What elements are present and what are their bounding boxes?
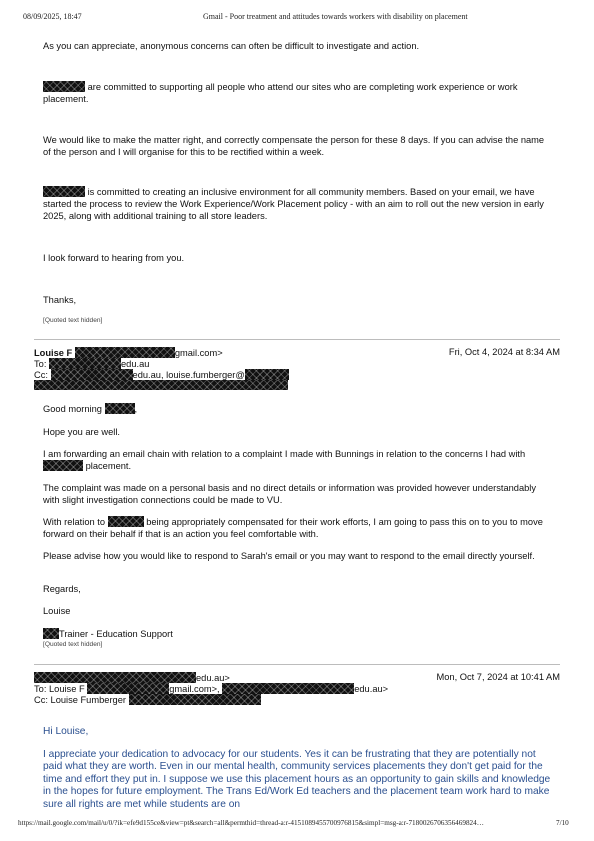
- email1-greeting-end: ,: [134, 404, 138, 414]
- email1-role-text: Trainer - Education Support: [59, 629, 173, 639]
- email1-from-address: gmail.com>: [174, 348, 223, 358]
- email2-date: Mon, Oct 7, 2024 at 10:41 AM: [436, 672, 560, 682]
- quoted-text-hidden[interactable]: [Quoted text hidden]: [43, 317, 103, 324]
- redaction-block: [51, 369, 133, 380]
- email1-cc-address: edu.au, louise.fumberger@: [132, 370, 245, 380]
- redaction-block: [34, 672, 196, 683]
- redaction-block: [43, 628, 59, 639]
- email1-date: Fri, Oct 4, 2024 at 8:34 AM: [448, 347, 560, 357]
- email1-para-4-end: being appropriately compensated for their work efforts, I am going to pass this on to you to move forward on their behalf if that is an action you feel comfortable with.: [43, 517, 543, 539]
- email2-to-address-2: edu.au>: [354, 684, 389, 694]
- quoted-para-2-text: are committed to supporting all people who attend our sites who are completing work experience or work placement.: [43, 82, 518, 104]
- email1-para-2-text: I am forwarding an email chain with relation to a complaint I made with Bunnings in relation to the concerns I had with: [43, 449, 526, 459]
- email2-from-address: edu.au>: [196, 673, 230, 683]
- email1-para-2: [43, 448, 553, 472]
- print-footer-url: https://mail.google.com/mail/u/0/?ik=efe9d155ce&view=pt&search=all&permthid=thread-a:r-4151089455700976815&simpl=msg-a:r-7180026706356469824…: [18, 819, 484, 827]
- print-footer-page: 7/10: [556, 819, 569, 827]
- quoted-signoff: Thanks,: [43, 295, 77, 305]
- redaction-block: [34, 380, 288, 390]
- quoted-para-5: I look forward to hearing from you.: [43, 253, 185, 263]
- quoted-para-2: [43, 81, 553, 105]
- email1-from-name: Louise F: [34, 348, 73, 358]
- redaction-block: [43, 460, 83, 471]
- redaction-block: [43, 81, 85, 92]
- redaction-block: [43, 186, 85, 197]
- quoted-para-4: [43, 186, 553, 222]
- email1-signature-name: Louise: [43, 606, 71, 616]
- email1-para-2-end: placement.: [85, 461, 132, 471]
- email2-to-name: To: Louise F: [34, 684, 85, 694]
- email1-to-label: To:: [34, 359, 47, 369]
- quoted-para-3: We would like to make the matter right, and correctly compensate the person for these 8 days. If you can advise the name of the person and I will organise for this to be rectified within a week.: [43, 135, 545, 157]
- quoted-para-4-text: is committed to creating an inclusive environment for all community members. Based on your email, we have started the process to review the Work Experience/Work Placement policy - with an aim to roll out the new version in early 2025, along with additional training to all store leaders.: [43, 187, 544, 221]
- redaction-block: [222, 683, 354, 694]
- quoted-para-1: As you can appreciate, anonymous concerns can often be difficult to investigate and action.: [43, 41, 420, 51]
- redaction-block: [129, 694, 261, 705]
- print-title: Gmail - Poor treatment and attitudes towards workers with disability on placement: [203, 12, 468, 21]
- email2-cc: [34, 694, 261, 706]
- email2-cc-text: Cc: Louise Fumberger: [34, 695, 126, 705]
- divider: [34, 664, 560, 665]
- email1-greeting: [43, 403, 137, 415]
- redaction-block: [105, 403, 135, 414]
- email1-para-4-text: With relation to: [43, 517, 106, 527]
- email2-body: I appreciate your dedication to advocacy for our students. Yes it can be frustrating that they are potentially not paid what they are worth. Even in our mental health, community services placements they don't get paid for the time and effort they put in. I suppose we use this placement hours as an opportunity to gain skills and knowledge in the hopes for future employment. The Trans Ed/Work Ed teachers and the placement team work hard to make sure all rights are met while students are on: [43, 749, 551, 810]
- email1-cc-label: Cc:: [34, 370, 48, 380]
- email1-para-1: Hope you are well.: [43, 427, 120, 437]
- email1-para-5: Please advise how you would like to respond to Sarah's email or you may want to respond to the email directly yourself.: [43, 551, 535, 561]
- redaction-block: [108, 516, 144, 527]
- email1-para-4: [43, 516, 553, 540]
- email1-regards: Regards,: [43, 584, 81, 594]
- email1-to-address: edu.au: [121, 359, 150, 369]
- redaction-block: [49, 358, 121, 369]
- email1-quoted-text-hidden[interactable]: [Quoted text hidden]: [43, 641, 103, 648]
- email1-para-3: The complaint was made on a personal basis and no direct details or information was provided however understandably with slight investigation connections could be made to VU.: [43, 483, 537, 505]
- email1-signature-role: [43, 628, 173, 640]
- redaction-block: [75, 347, 175, 358]
- email2-to-address-1: gmail.com>,: [169, 684, 220, 694]
- email2-greeting: Hi Louise,: [43, 726, 89, 737]
- divider: [34, 339, 560, 340]
- redaction-block: [245, 369, 289, 380]
- redaction-block: [87, 683, 169, 694]
- email1-greeting-text: Good morning: [43, 404, 102, 414]
- print-datetime: 08/09/2025, 18:47: [23, 12, 82, 21]
